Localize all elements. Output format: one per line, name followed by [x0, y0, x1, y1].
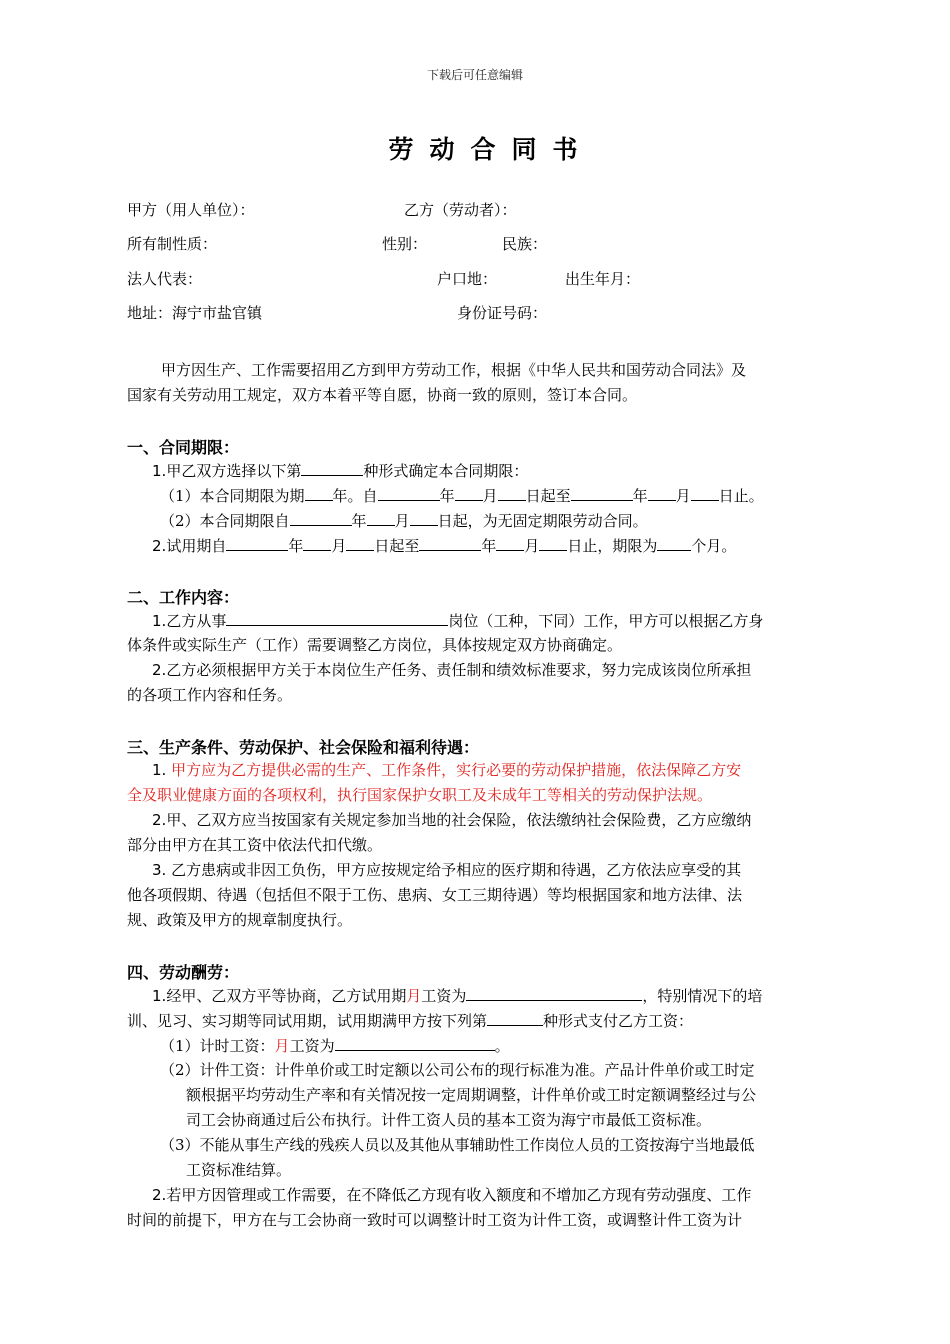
gender-label: 性别：	[382, 235, 428, 253]
ownership-label: 所有制性质：	[127, 235, 218, 253]
blank-field[interactable]	[301, 459, 363, 476]
item-number: 1.	[152, 462, 167, 480]
sec1-text: 年	[351, 512, 367, 530]
blank-field[interactable]	[378, 484, 440, 501]
header-note: 下载后可任意编辑	[426, 68, 523, 82]
id-number-label: 身份证号码：	[457, 304, 548, 322]
sec3-line-5	[152, 859, 741, 881]
item-number: 2.	[152, 661, 167, 679]
sec3-line-6: 他各项假期、待遇（包括但不限于工伤、患病、女工三期待遇）等均根据国家和地方法律、法	[127, 886, 743, 904]
sec1-text: 月	[394, 512, 410, 530]
blank-field[interactable]	[466, 984, 642, 1001]
sec4-text: 若甲方因管理或工作需要，在不降低乙方现有收入额度和不增加乙方现有劳动强度、工作	[166, 1186, 752, 1204]
section-3-heading: 三、生产条件、劳动保护、社会保险和福利待遇：	[127, 738, 480, 757]
item-number: 1.	[152, 612, 167, 630]
birth-label: 出生年月：	[565, 270, 641, 288]
sec4-line-5: 额根据平均劳动生产率和有关情况按一定周期调整，计件单价或工时定额调整经过与公	[186, 1086, 757, 1104]
sec1-text: 日起至	[374, 537, 420, 555]
blank-field[interactable]	[226, 534, 288, 551]
blank-field[interactable]	[691, 484, 719, 501]
section-2-heading: 二、工作内容：	[127, 588, 240, 607]
blank-field[interactable]	[487, 1009, 543, 1026]
sec4-line-6: 司工会协商通过后公布执行。计件工资人员的基本工资为海宁市最低工资标准。	[186, 1111, 712, 1129]
sec1-text: （2）本合同期限自	[160, 512, 290, 530]
sec1-line-1	[152, 459, 528, 482]
blank-field[interactable]	[303, 534, 331, 551]
item-number: 2.	[152, 537, 167, 555]
sec1-text: 日起，为无固定期限劳动合同。	[437, 512, 648, 530]
blank-field[interactable]	[305, 484, 333, 501]
address-label: 地址：海宁市盐官镇	[127, 304, 263, 322]
sec2-text: 乙方必须根据甲方关于本岗位生产任务、责任制和绩效标准要求，努力完成该岗位所承担	[166, 661, 752, 679]
sec1-text: 年	[632, 487, 648, 505]
sec4-text: 训、见习、实习期等同试用期，试用期满甲方按下列第	[127, 1012, 488, 1030]
sec3-text: 乙方患病或非因工负伤，甲方应按规定给予相应的医疗期和待遇，乙方依法应享受的其	[171, 861, 742, 879]
sec1-text: 种形式确定本合同期限：	[363, 462, 529, 480]
blank-field[interactable]	[648, 484, 676, 501]
sec1-text: 月	[482, 487, 498, 505]
ethnicity-label: 民族：	[502, 235, 548, 253]
sec4-text: （1）计时工资：	[160, 1037, 275, 1055]
blank-field[interactable]	[571, 484, 633, 501]
sec2-line-3	[152, 659, 751, 681]
info-row-2	[0, 233, 950, 255]
item-number: 2.	[152, 1186, 167, 1204]
sec1-line-2	[160, 484, 764, 507]
blank-field[interactable]	[419, 534, 481, 551]
section-4-heading: 四、劳动酬劳：	[127, 963, 240, 982]
sec4-line-2	[127, 1009, 693, 1032]
info-row-3	[0, 268, 950, 290]
item-number: 1.	[152, 761, 167, 779]
sec3-line-2: 全及职业健康方面的各项权利，执行国家保护女职工及未成年工等相关的劳动保护法规。	[127, 786, 713, 804]
highlighted-text: 甲方应为乙方提供必需的生产、工作条件，实行必要的劳动保护措施，依法保障乙方安	[171, 761, 742, 779]
blank-field[interactable]	[335, 1034, 495, 1051]
sec4-line-7: （3）不能从事生产线的残疾人员以及其他从事辅助性工作岗位人员的工资按海宁当地最低	[160, 1136, 755, 1154]
sec1-text: 月	[331, 537, 347, 555]
blank-field[interactable]	[539, 534, 567, 551]
sec4-line-8: 工资标准结算。	[186, 1161, 292, 1179]
item-number: 1.	[152, 987, 167, 1005]
sec4-line-9	[152, 1184, 751, 1206]
section-1-heading: 一、合同期限：	[127, 438, 240, 457]
sec1-text: 日止，期限为	[567, 537, 658, 555]
sec4-text: 。	[494, 1037, 510, 1055]
sec1-text: 月	[524, 537, 540, 555]
blank-field[interactable]	[657, 534, 691, 551]
sec2-text: 乙方从事	[166, 612, 227, 630]
party-a-label: 甲方（用人单位）：	[127, 201, 255, 219]
sec4-text: ，特别情况下的培	[642, 987, 763, 1005]
blank-field[interactable]	[498, 484, 526, 501]
info-row-1	[0, 199, 950, 221]
party-b-label: 乙方（劳动者）：	[404, 201, 517, 219]
sec2-text: 岗位（工种，下同）工作，甲方可以根据乙方身	[448, 612, 764, 630]
blank-field[interactable]	[455, 484, 483, 501]
blank-field[interactable]	[226, 609, 448, 626]
sec4-text: 种形式支付乙方工资：	[543, 1012, 694, 1030]
intro-line-1: 甲方因生产、工作需要招用乙方到甲方劳动工作，根据《中华人民共和国劳动合同法》及	[161, 361, 747, 379]
legal-rep-label: 法人代表：	[127, 270, 203, 288]
sec2-line-1	[152, 609, 763, 632]
sec1-line-3	[160, 509, 648, 532]
sec1-text: 月	[675, 487, 691, 505]
sec1-text: 甲乙双方选择以下第	[166, 462, 302, 480]
sec1-line-4	[152, 534, 736, 557]
blank-field[interactable]	[410, 509, 438, 526]
info-row-4	[0, 302, 950, 324]
blank-field[interactable]	[290, 509, 352, 526]
sec4-line-3	[160, 1034, 510, 1057]
item-number: 3.	[152, 861, 167, 879]
sec3-line-7: 规、政策及甲方的规章制度执行。	[127, 911, 353, 929]
sec4-text: 经甲、乙双方平等协商，乙方试用期	[166, 987, 407, 1005]
blank-field[interactable]	[367, 509, 395, 526]
sec2-line-2: 体条件或实际生产（工作）需要调整乙方岗位，具体按规定双方协商确定。	[127, 636, 623, 654]
sec1-text: 日起至	[525, 487, 571, 505]
sec3-line-1	[152, 759, 741, 781]
blank-field[interactable]	[346, 534, 374, 551]
sec1-text: 个月。	[691, 537, 737, 555]
sec4-text: 工资为	[289, 1037, 335, 1055]
sec4-line-1	[152, 984, 762, 1007]
sec1-text: 年	[439, 487, 455, 505]
highlighted-text: 月	[406, 987, 422, 1005]
document-title: 劳动合同书	[388, 135, 594, 164]
sec4-text: 工资为	[421, 987, 467, 1005]
sec3-text: 甲、乙双方应当按国家有关规定参加当地的社会保险，依法缴纳社会保险费，乙方应缴纳	[166, 811, 752, 829]
intro-line-2: 国家有关劳动用工规定，双方本着平等自愿，协商一致的原则，签订本合同。	[127, 386, 638, 404]
sec1-text: 日止。	[718, 487, 764, 505]
sec4-line-10: 时间的前提下，甲方在与工会协商一致时可以调整计时工资为计件工资，或调整计件工资为计	[127, 1211, 743, 1229]
sec3-line-3	[152, 809, 751, 831]
blank-field[interactable]	[496, 534, 524, 551]
sec1-text: 年	[481, 537, 497, 555]
sec2-line-4: 的各项工作内容和任务。	[127, 686, 293, 704]
highlighted-text: 月	[274, 1037, 290, 1055]
hukou-label: 户口地：	[437, 270, 498, 288]
sec1-text: 年	[288, 537, 304, 555]
item-number: 2.	[152, 811, 167, 829]
sec1-text: （1）本合同期限为期	[160, 487, 305, 505]
sec1-text: 年。自	[332, 487, 378, 505]
sec3-line-4: 部分由甲方在其工资中依法代扣代缴。	[127, 836, 383, 854]
sec1-text: 试用期自	[166, 537, 227, 555]
sec4-line-4: （2）计件工资：计件单价或工时定额以公司公布的现行标准为准。产品计件单价或工时定	[160, 1061, 755, 1079]
